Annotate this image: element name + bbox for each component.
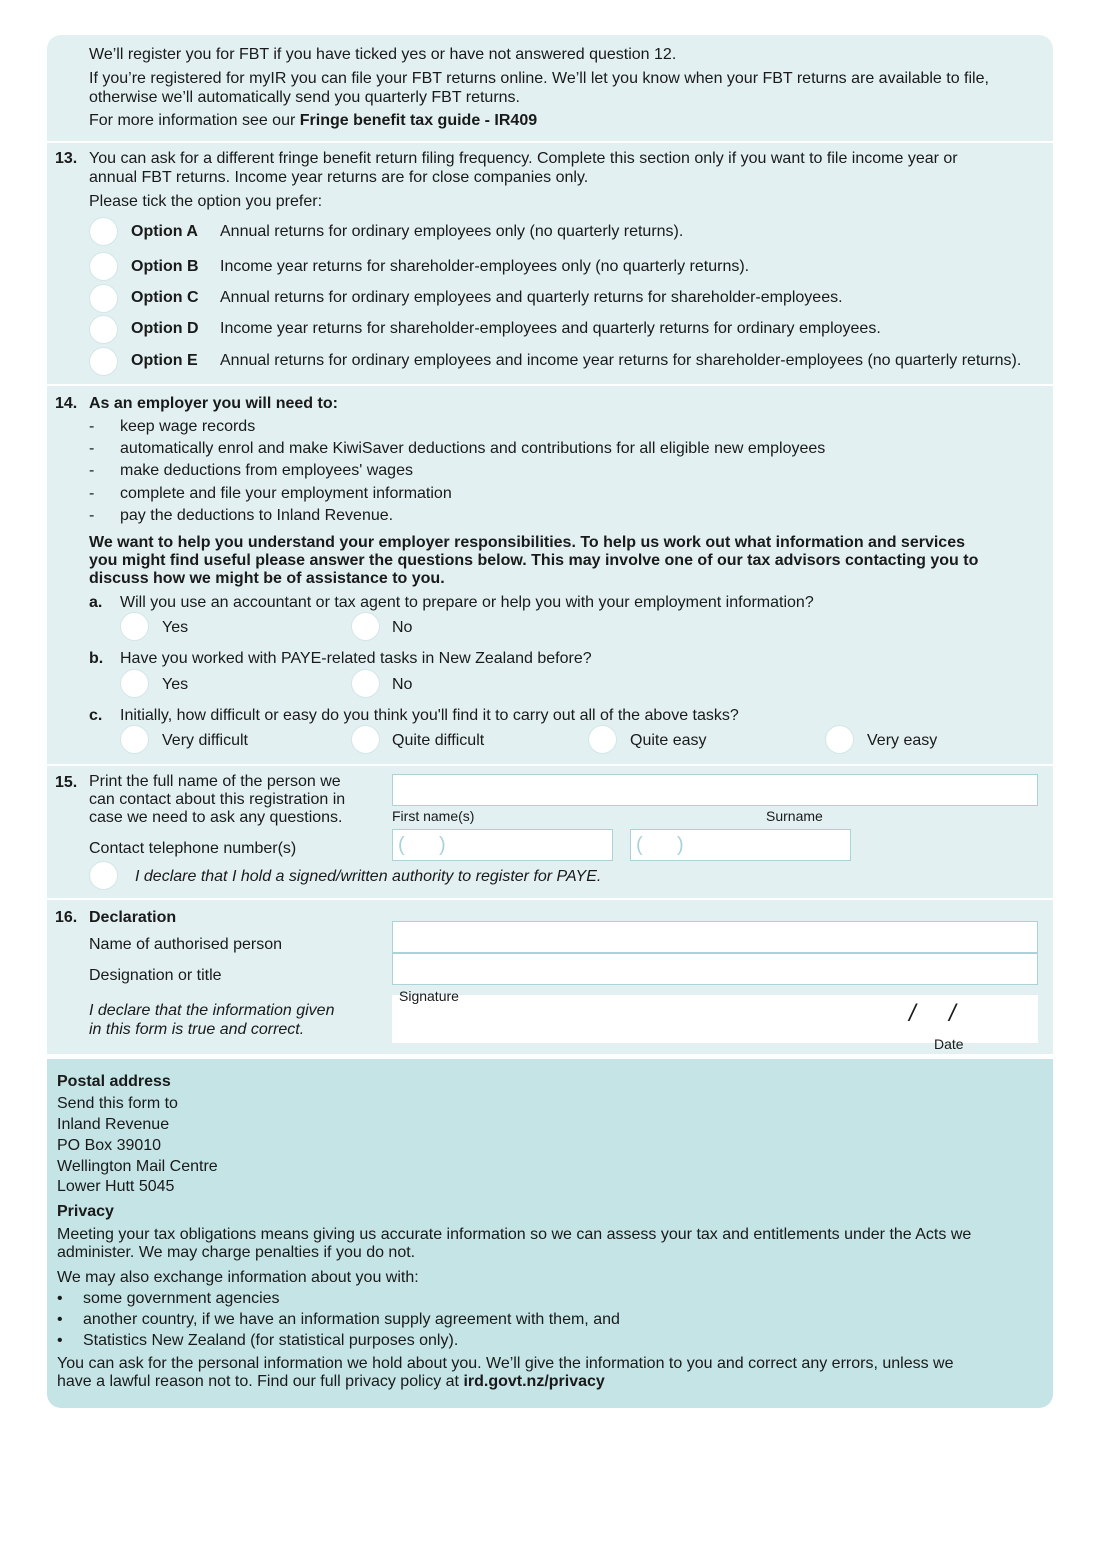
bullet: •	[57, 1311, 63, 1328]
q14b-yes-label: Yes	[162, 676, 189, 693]
intro-line-3-text: For more information see our	[89, 112, 300, 129]
q14b-yes-radio[interactable]	[120, 669, 149, 698]
surname-label: Surname	[766, 808, 823, 824]
q14a-no-label: No	[392, 619, 413, 636]
option-b-label: Option B	[131, 258, 199, 275]
option-d-radio[interactable]	[89, 315, 118, 344]
authority-declaration-text: I declare that I hold a signed/written authority to register for PAYE.	[135, 868, 602, 885]
option-d-label: Option D	[131, 320, 199, 337]
option-a-text: Annual returns for ordinary employees only (no quarterly returns).	[220, 223, 684, 240]
option-a-label: Option A	[131, 223, 198, 240]
q14a-yes-radio[interactable]	[120, 612, 149, 641]
privacy-list-item: another country, if we have an information supply agreement with them, and	[83, 1311, 620, 1328]
very-difficult-radio[interactable]	[120, 725, 149, 754]
option-e-text: Annual returns for ordinary employees and income year returns for shareholder-employees (no quarterly returns).	[220, 352, 1022, 369]
help-statement-3: discuss how we might be of assistance to you.	[89, 570, 445, 587]
list-item: complete and file your employment information	[120, 485, 452, 502]
question-14-section	[47, 386, 1053, 764]
question-14c-text: Initially, how difficult or easy do you think you'll find it to carry out all of the above tasks?	[120, 707, 739, 724]
registration-form	[47, 35, 1053, 1408]
list-dash: -	[89, 485, 95, 502]
authority-declaration-checkbox[interactable]	[89, 861, 118, 890]
declaration-text-2: in this form is true and correct.	[89, 1021, 305, 1038]
list-item: make deductions from employees' wages	[120, 462, 413, 479]
signature-label: Signature	[399, 988, 459, 1004]
list-dash: -	[89, 440, 95, 457]
authorised-name-label: Name of authorised person	[89, 936, 282, 953]
help-statement-2: you might find useful please answer the questions below. This may involve one of our tax advisors contacting you to	[89, 552, 979, 569]
option-c-label: Option C	[131, 289, 199, 306]
question-15-text-2: can contact about this registration in	[89, 791, 346, 808]
privacy-paragraph-3b-text: have a lawful reason not to. Find our full privacy policy at	[57, 1373, 464, 1390]
postal-line: Send this form to	[57, 1095, 178, 1112]
list-dash: -	[89, 507, 95, 524]
phone-field-2[interactable]	[630, 829, 851, 861]
option-c-text: Annual returns for ordinary employees and quarterly returns for shareholder-employees.	[220, 289, 843, 306]
designation-label: Designation or title	[89, 967, 222, 984]
option-b-text: Income year returns for shareholder-employees only (no quarterly returns).	[220, 258, 750, 275]
question-13-text-2: annual FBT returns. Income year returns are for close companies only.	[89, 169, 589, 186]
postal-privacy-section	[47, 1059, 1053, 1408]
list-item: keep wage records	[120, 418, 256, 435]
list-item: automatically enrol and make KiwiSaver deductions and contributions for all eligible new employees	[120, 440, 826, 457]
question-16-section	[47, 900, 1053, 1054]
date-label: Date	[934, 1036, 964, 1052]
option-c-radio[interactable]	[89, 284, 118, 313]
declaration-heading: Declaration	[89, 909, 177, 926]
question-14-heading: As an employer you will need to:	[89, 395, 338, 412]
very-difficult-label: Very difficult	[162, 732, 248, 749]
q14a-no-radio[interactable]	[351, 612, 380, 641]
very-easy-label: Very easy	[867, 732, 938, 749]
intro-line-2b: otherwise we’ll automatically send you quarterly FBT returns.	[89, 89, 520, 106]
question-14a-text: Will you use an accountant or tax agent to prepare or help you with your employment information?	[120, 594, 814, 611]
list-dash: -	[89, 462, 95, 479]
question-15-text-3: case we need to ask any questions.	[89, 809, 343, 826]
postal-line: Wellington Mail Centre	[57, 1158, 218, 1175]
question-16-number: 16.	[55, 909, 78, 926]
q14b-no-label: No	[392, 676, 413, 693]
question-13-prompt: Please tick the option you prefer:	[89, 193, 323, 210]
postal-line: Inland Revenue	[57, 1116, 170, 1133]
option-a-radio[interactable]	[89, 217, 118, 246]
date-separator: /	[949, 1000, 956, 1027]
area-code-open-paren: (	[398, 834, 405, 856]
list-item: pay the deductions to Inland Revenue.	[120, 507, 394, 524]
option-e-radio[interactable]	[89, 347, 118, 376]
fbt-guide-reference: Fringe benefit tax guide - IR409	[299, 112, 538, 129]
q14b-no-radio[interactable]	[351, 669, 380, 698]
help-statement-1: We want to help you understand your employer responsibilities. To help us work out what information and services	[89, 534, 965, 551]
fbt-intro-section	[47, 35, 1053, 141]
option-e-label: Option E	[131, 352, 198, 369]
question-13-number: 13.	[55, 150, 78, 167]
question-14b-letter: b.	[89, 650, 104, 667]
area-code-close-paren: )	[439, 834, 446, 856]
quite-easy-radio[interactable]	[588, 725, 617, 754]
privacy-paragraph-1b: administer. We may charge penalties if you do not.	[57, 1244, 416, 1261]
privacy-policy-link[interactable]: ird.govt.nz/privacy	[463, 1373, 605, 1390]
option-b-radio[interactable]	[89, 252, 118, 281]
area-code-close-paren: )	[677, 834, 684, 856]
quite-easy-label: Quite easy	[630, 732, 707, 749]
quite-difficult-radio[interactable]	[351, 725, 380, 754]
privacy-paragraph-2: We may also exchange information about you with:	[57, 1269, 419, 1286]
area-code-open-paren: (	[636, 834, 643, 856]
postal-line: PO Box 39010	[57, 1137, 162, 1154]
option-d-text: Income year returns for shareholder-employees and quarterly returns for ordinary employees.	[220, 320, 881, 337]
intro-line-2a: If you’re registered for myIR you can file your FBT returns online. We’ll let you know when your FBT returns are available to file,	[89, 70, 989, 87]
question-14a-letter: a.	[89, 594, 103, 611]
privacy-paragraph-3b	[57, 1373, 605, 1391]
question-13-section	[47, 143, 1053, 384]
contact-phone-label: Contact telephone number(s)	[89, 840, 297, 857]
privacy-paragraph-3a: You can ask for the personal information we hold about you. We’ll give the information to you and correct any errors, unless we	[57, 1355, 954, 1372]
question-14-number: 14.	[55, 395, 78, 412]
question-15-section	[47, 766, 1053, 898]
question-13-text-1: You can ask for a different fringe benefit return filing frequency. Complete this section only if you want to file income year or	[89, 150, 958, 167]
designation-field[interactable]	[392, 953, 1038, 985]
intro-line-1: We’ll register you for FBT if you have ticked yes or have not answered question 12.	[89, 46, 677, 63]
privacy-paragraph-1a: Meeting your tax obligations means giving us accurate information so we can assess your tax and entitlements under the Acts we	[57, 1226, 972, 1243]
q14a-yes-label: Yes	[162, 619, 189, 636]
privacy-list-item: some government agencies	[83, 1290, 280, 1307]
postal-line: Lower Hutt 5045	[57, 1178, 175, 1195]
question-14c-letter: c.	[89, 707, 103, 724]
postal-address-heading: Postal address	[57, 1073, 171, 1090]
authorised-name-field[interactable]	[392, 921, 1038, 953]
very-easy-radio[interactable]	[825, 725, 854, 754]
phone-field-1[interactable]	[392, 829, 613, 861]
first-name-label: First name(s)	[392, 808, 475, 824]
bullet: •	[57, 1290, 63, 1307]
privacy-list-item: Statistics New Zealand (for statistical purposes only).	[83, 1332, 459, 1349]
declaration-text-1: I declare that the information given	[89, 1002, 335, 1019]
question-14b-text: Have you worked with PAYE-related tasks in New Zealand before?	[120, 650, 592, 667]
bullet: •	[57, 1332, 63, 1349]
question-15-number: 15.	[55, 774, 78, 791]
question-15-text-1: Print the full name of the person we	[89, 773, 341, 790]
list-dash: -	[89, 418, 95, 435]
quite-difficult-label: Quite difficult	[392, 732, 485, 749]
privacy-heading: Privacy	[57, 1203, 114, 1220]
date-separator: /	[909, 1000, 916, 1027]
intro-line-3	[89, 111, 537, 130]
contact-name-field[interactable]	[392, 774, 1038, 806]
